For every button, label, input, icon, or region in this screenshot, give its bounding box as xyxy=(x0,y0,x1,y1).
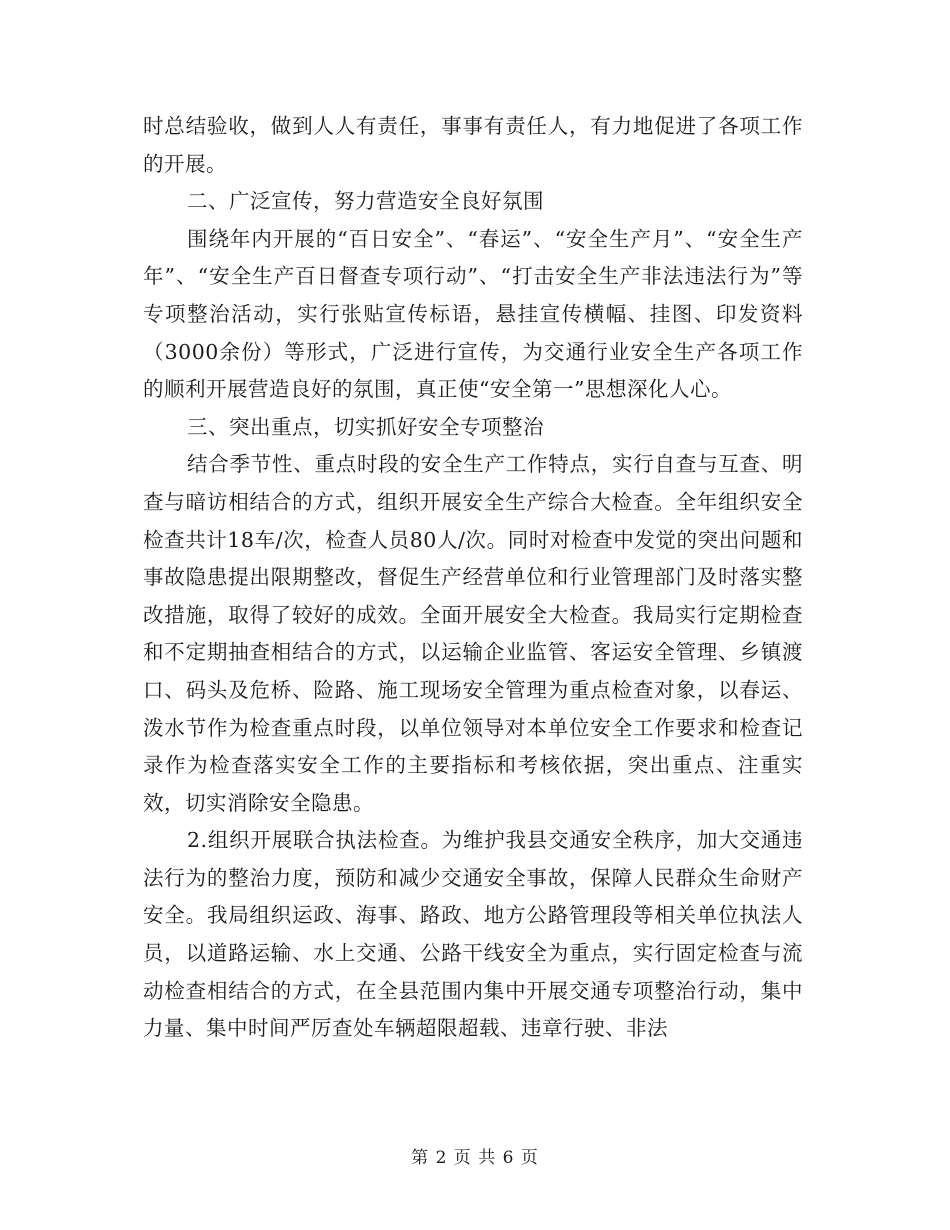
footer-total-pages: 6 xyxy=(502,1148,515,1168)
footer-prefix: 第 xyxy=(411,1148,430,1168)
footer-suffix: 页 xyxy=(520,1148,539,1168)
paragraph-6: 2.组织开展联合执法检查。为维护我县交通安全秩序，加大交通违法行为的整治力度，预防和减少交通安全事故，保障人民群众生命财产安全。我局组织运政、海事、路政、地方公路管理段等相关单位执法人员，以道路运输、水上交通、公路干线安全为重点，实行固定检查与流动检查相结合的方式，在全县范围内集中开展交通专项整治行动，集中力量、集中时间严厉查处车辆超限超载、违章行驶、非法 xyxy=(143,828,803,1041)
section-heading-2: 二、广泛宣传，努力营造安全良好氛围 xyxy=(187,189,544,214)
footer-page-number: 2 xyxy=(435,1148,448,1168)
section-heading-3: 三、突出重点，切实抓好安全专项整治 xyxy=(187,414,544,439)
footer-middle: 页 共 xyxy=(453,1148,497,1168)
paragraph-3: 围绕年内开展的“百日安全”、“春运”、“安全生产月”、“安全生产年”、“安全生产百日督查专项行动”、“打击安全生产非法违法行为”等专项整治活动，实行张贴宣传标语，悬挂宣传横幅、挂图、印发资料（3000余份）等形式，广泛进行宣传，为交通行业安全生产各项工作的顺利开展营造良好的氛围，真正使“安全第一”思想深化人心。 xyxy=(143,226,803,402)
paragraph-5: 结合季节性、重点时段的安全生产工作特点，实行自查与互查、明查与暗访相结合的方式，组织开展安全生产综合大检查。全年组织安全检查共计18车/次，检查人员80人/次。同时对检查中发觉的突出问题和事故隐患提出限期整改，督促生产经营单位和行业管理部门及时落实整改措施，取得了较好的成效。全面开展安全大检查。我局实行定期检查和不定期抽查相结合的方式，以运输企业监管、客运安全管理、乡镇渡口、码头及危桥、险路、施工现场安全管理为重点检查对象，以春运、泼水节作为检查重点时段，以单位领导对本单位安全工作要求和检查记录作为检查落实安全工作的主要指标和考核依据，突出重点、注重实效，切实消除安全隐患。 xyxy=(143,452,803,815)
document-body xyxy=(143,108,803,1048)
paragraph-1: 时总结验收，做到人人有责任，事事有责任人，有力地促进了各项工作的开展。 xyxy=(143,114,803,176)
page-footer xyxy=(0,1146,950,1170)
